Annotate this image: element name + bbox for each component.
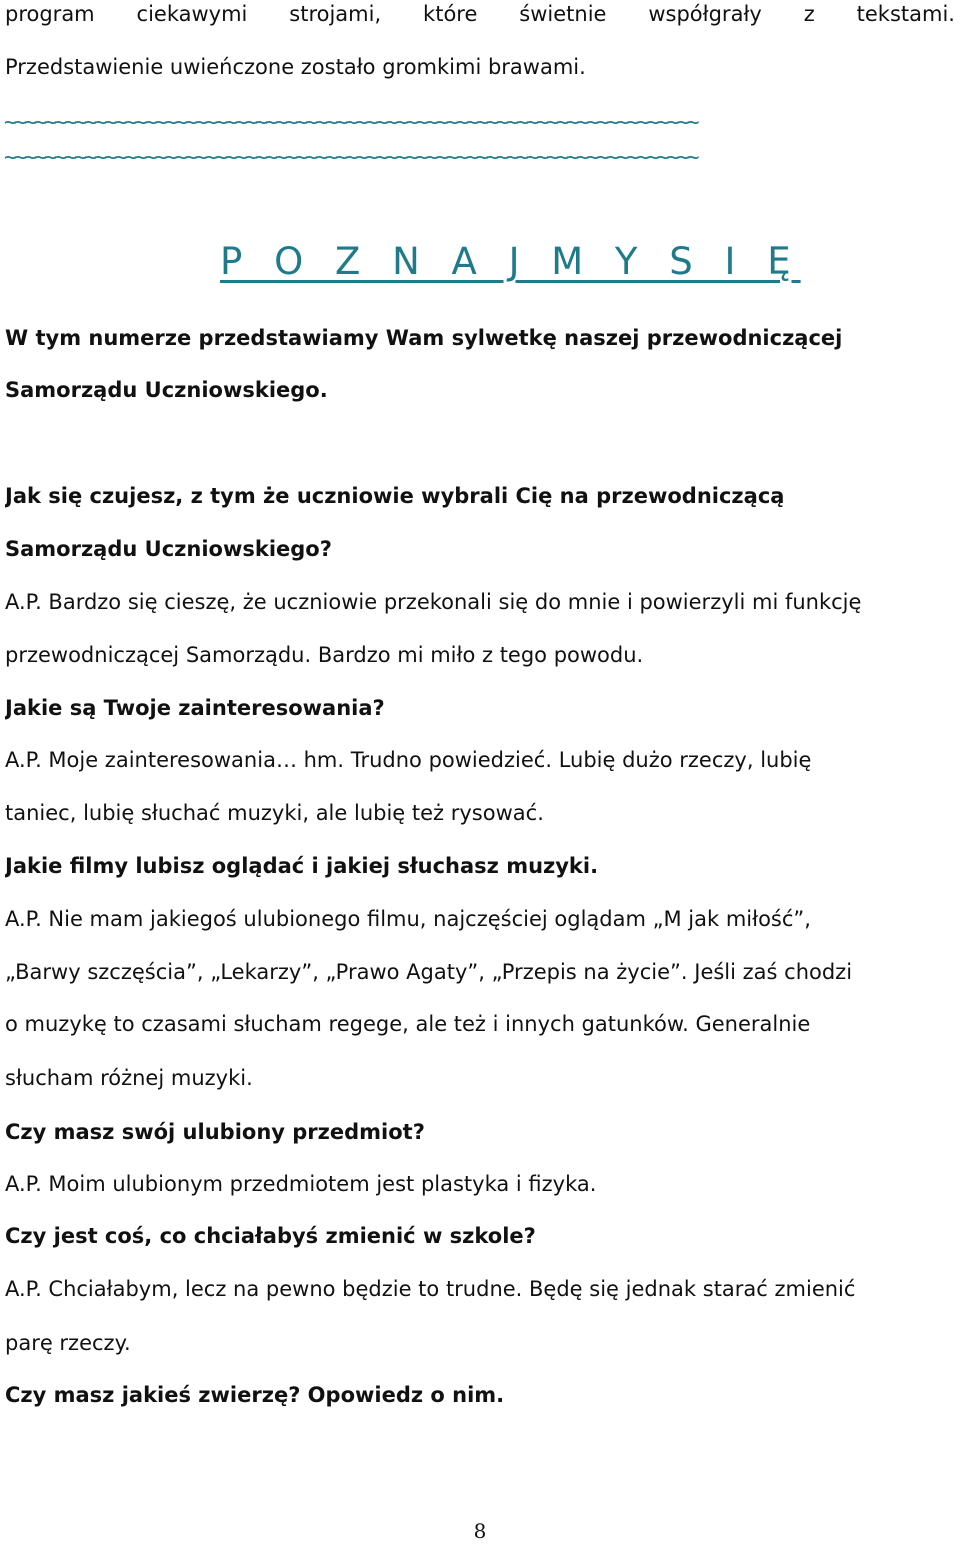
question-4: Czy masz swój ulubiony przedmiot? — [5, 1120, 425, 1144]
word: współgrały — [648, 2, 762, 26]
answer-1-line-1: A.P. Bardzo się cieszę, że uczniowie przekonali się do mnie i powierzyli mi funkcję — [5, 590, 862, 614]
word: świetnie — [519, 2, 607, 26]
top-paragraph-line-2: Przedstawienie uwieńczone zostało gromkimi brawami. — [5, 55, 586, 79]
question-5: Czy jest coś, co chciałabyś zmienić w szkole? — [5, 1224, 536, 1248]
word: które — [423, 2, 478, 26]
tilde-separator-1: ~~~~~~~~~~~~~~~~~~~~~~~~~~~~~~~~~~~~~~~~~~~~~~~~~~~~~~~~~~~~~~~~~~~~~ — [4, 110, 697, 134]
intro-line-2: Samorządu Uczniowskiego. — [5, 378, 328, 402]
section-title: P O Z N A J M Y S I Ę — [220, 240, 801, 283]
word: ciekawymi — [136, 2, 248, 26]
answer-4: A.P. Moim ulubionym przedmiotem jest plastyka i fizyka. — [5, 1172, 597, 1196]
page-number: 8 — [473, 1519, 487, 1543]
answer-3-line-3: o muzykę to czasami słucham regege, ale też i innych gatunków. Generalnie — [5, 1012, 811, 1036]
answer-2-line-2: taniec, lubię słuchać muzyki, ale lubię też rysować. — [5, 801, 544, 825]
question-2: Jakie są Twoje zainteresowania? — [5, 696, 385, 720]
top-paragraph-line-1 — [5, 0, 955, 28]
answer-5-line-2: parę rzeczy. — [5, 1331, 131, 1355]
question-1-line-1: Jak się czujesz, z tym że uczniowie wybrali Cię na przewodniczącą — [5, 484, 785, 508]
intro-line-1: W tym numerze przedstawiamy Wam sylwetkę naszej przewodniczącej — [5, 326, 843, 350]
word: program — [5, 2, 95, 26]
question-1-line-2: Samorządu Uczniowskiego? — [5, 537, 332, 561]
word: z — [803, 2, 815, 26]
question-6: Czy masz jakieś zwierzę? Opowiedz o nim. — [5, 1383, 505, 1407]
question-3: Jakie filmy lubisz oglądać i jakiej słuchasz muzyki. — [5, 854, 599, 878]
answer-2-line-1: A.P. Moje zainteresowania… hm. Trudno powiedzieć. Lubię dużo rzeczy, lubię — [5, 748, 812, 772]
answer-3-line-2: „Barwy szczęścia”, „Lekarzy”, „Prawo Agaty”, „Przepis na życie”. Jeśli zaś chodzi — [5, 960, 853, 984]
answer-1-line-2: przewodniczącej Samorządu. Bardzo mi miło z tego powodu. — [5, 643, 644, 667]
answer-3-line-4: słucham różnej muzyki. — [5, 1066, 253, 1090]
word: strojami, — [289, 2, 382, 26]
answer-3-line-1: A.P. Nie mam jakiegoś ulubionego filmu, najczęściej oglądam „M jak miłość”, — [5, 907, 811, 931]
word: tekstami. — [856, 2, 955, 26]
tilde-separator-2: ~~~~~~~~~~~~~~~~~~~~~~~~~~~~~~~~~~~~~~~~~~~~~~~~~~~~~~~~~~~~~~~~~~~~~ — [4, 145, 697, 169]
answer-5-line-1: A.P. Chciałabym, lecz na pewno będzie to trudne. Będę się jednak starać zmienić — [5, 1277, 856, 1301]
